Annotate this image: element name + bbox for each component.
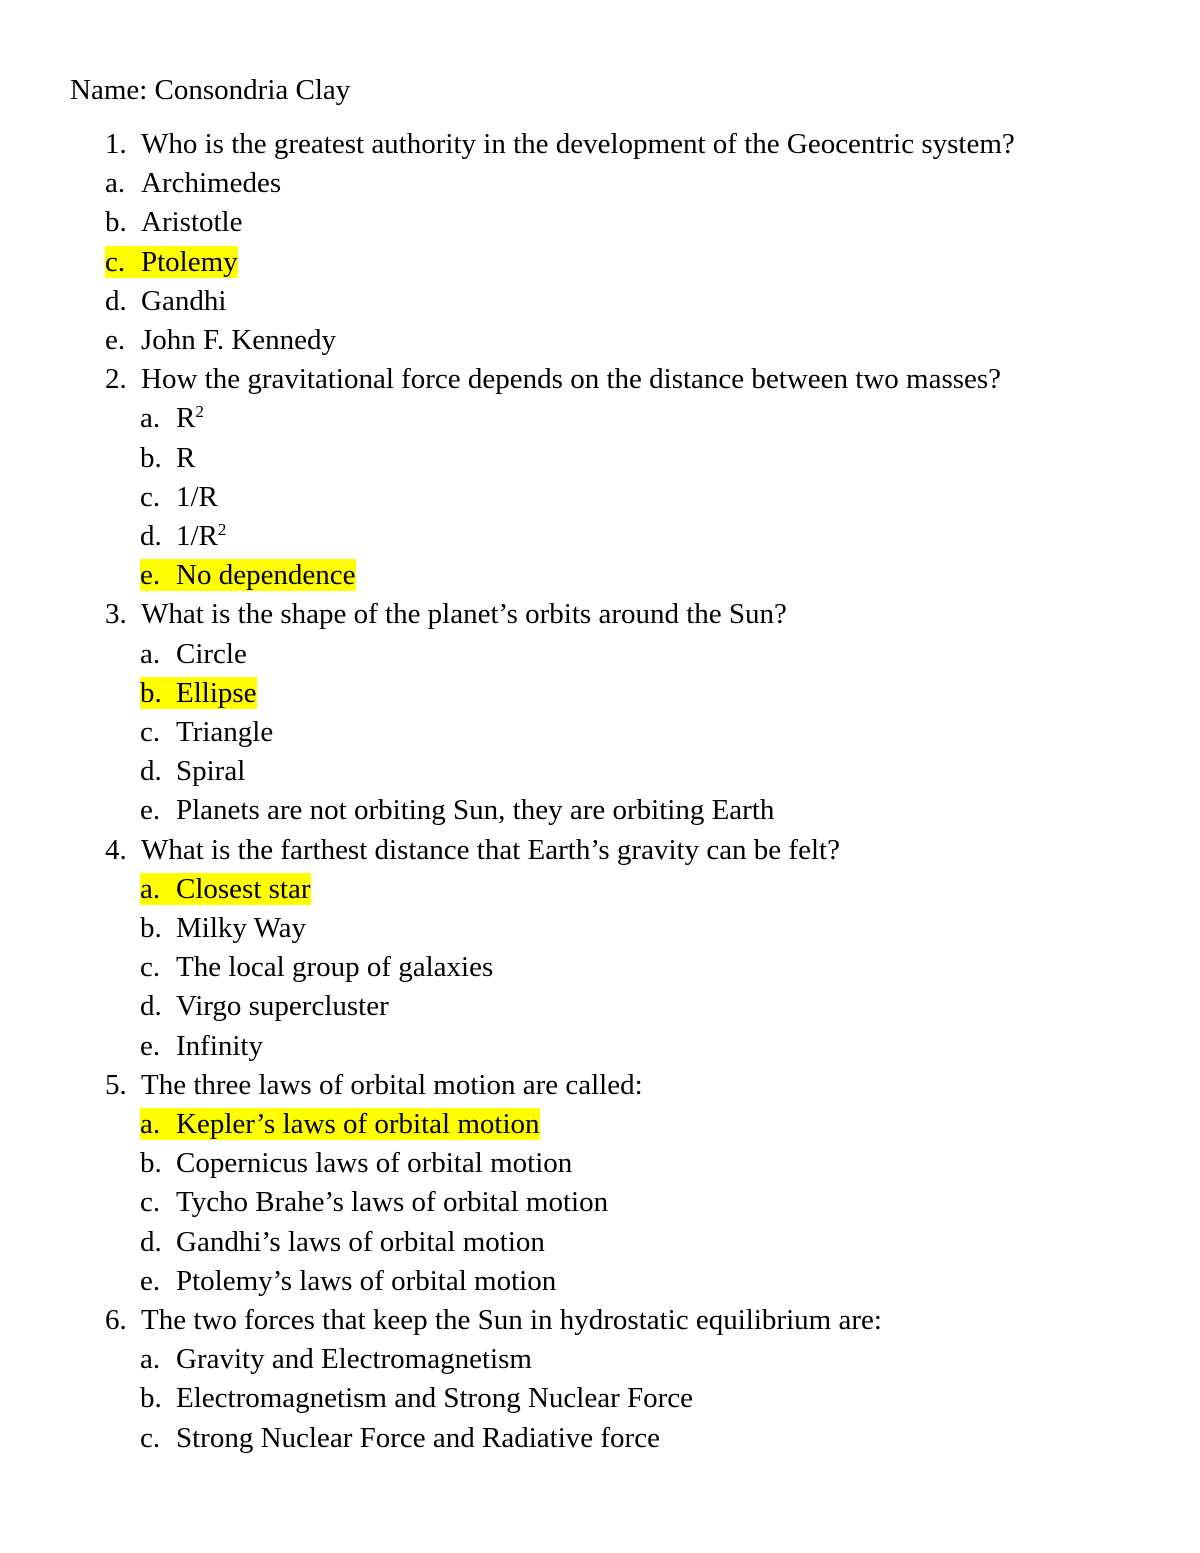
option-label: c. <box>105 245 126 278</box>
answer-option <box>140 1183 608 1222</box>
option-text: Gravity and Electromagnetism <box>176 1343 532 1376</box>
option-label: a. <box>140 637 161 670</box>
answer-option <box>140 752 245 791</box>
option-label: a. <box>140 402 161 435</box>
answer-option <box>105 243 238 282</box>
answer-option <box>105 282 226 321</box>
option-text: Triangle <box>176 716 274 748</box>
answer-option-content <box>140 638 247 670</box>
answer-option <box>140 635 247 674</box>
answer-option-content <box>140 716 273 748</box>
option-text: R <box>176 441 196 474</box>
answer-option-content <box>140 1343 532 1375</box>
question-number: 3. <box>105 598 127 631</box>
student-name <box>70 71 350 110</box>
option-label: d. <box>140 1225 162 1258</box>
answer-option <box>140 478 218 517</box>
answer-option <box>140 517 226 556</box>
option-text: 1/R <box>176 480 218 513</box>
answer-option-content <box>140 912 306 944</box>
answer-option-content <box>105 324 336 356</box>
answer-option <box>140 1379 693 1418</box>
option-label: a. <box>140 872 161 905</box>
option-label: d. <box>105 284 127 317</box>
option-label: d. <box>140 520 162 552</box>
question-text: How the gravitational force depends on the distance between two masses? <box>141 363 1002 396</box>
answer-option-content <box>140 755 245 787</box>
option-label: e. <box>105 324 126 356</box>
option-text: No dependence <box>176 559 356 592</box>
answer-option-content <box>140 481 218 513</box>
answer-option <box>140 674 257 713</box>
answer-option-content <box>140 1226 545 1258</box>
answer-option <box>140 1340 532 1379</box>
answer-option <box>140 987 389 1026</box>
student-name-text: Name: Consondria Clay <box>70 74 351 106</box>
answer-option <box>140 791 774 830</box>
option-text: Kepler’s laws of orbital motion <box>176 1108 540 1140</box>
option-label: b. <box>140 912 162 944</box>
answer-option-content <box>140 1030 263 1062</box>
answer-option <box>105 321 336 360</box>
answer-option <box>140 870 311 909</box>
question-number: 4. <box>105 833 127 866</box>
question-6 <box>105 1301 882 1340</box>
answer-option <box>140 1105 540 1144</box>
option-text: R <box>176 402 196 435</box>
option-text: Planets are not orbiting Sun, they are orbiting Earth <box>176 794 775 827</box>
question-3 <box>105 595 787 634</box>
question-4 <box>105 831 840 870</box>
option-text: Copernicus laws of orbital motion <box>176 1147 573 1180</box>
option-text: Ptolemy’s laws of orbital motion <box>176 1264 557 1297</box>
option-label: c. <box>140 480 161 513</box>
answer-option <box>140 948 493 987</box>
option-label: e. <box>140 1264 161 1297</box>
option-text: Infinity <box>176 1029 263 1062</box>
answer-option-content <box>140 990 389 1022</box>
option-label: a. <box>105 167 126 200</box>
answer-option-content <box>140 951 493 983</box>
option-superscript: 2 <box>195 402 204 422</box>
answer-option <box>140 399 204 438</box>
answer-option-content <box>105 206 243 238</box>
option-text: Ellipse <box>176 676 257 709</box>
answer-option <box>140 1027 263 1066</box>
answer-option-content <box>140 442 195 474</box>
option-label: c. <box>140 1186 161 1219</box>
selected-answer-highlight <box>140 677 257 709</box>
answer-option-content <box>140 1186 608 1218</box>
answer-option <box>140 439 195 478</box>
option-label: c. <box>140 951 161 984</box>
option-label: b. <box>140 1147 162 1180</box>
answer-option <box>140 1419 660 1458</box>
question-number: 5. <box>105 1068 127 1101</box>
option-text: The local group of galaxies <box>176 951 494 984</box>
option-text: Virgo supercluster <box>176 990 389 1023</box>
answer-option <box>105 203 243 242</box>
answer-option-content <box>105 285 226 317</box>
answer-option-content <box>140 1265 556 1297</box>
option-label: a. <box>140 1108 161 1140</box>
answer-option-content <box>140 520 226 552</box>
answer-option <box>140 1223 545 1262</box>
selected-answer-highlight <box>105 246 238 278</box>
question-text: What is the farthest distance that Earth’s gravity can be felt? <box>141 833 840 866</box>
option-label: c. <box>140 1421 161 1454</box>
option-text: Ptolemy <box>141 245 238 278</box>
selected-answer-highlight <box>140 873 311 905</box>
answer-option <box>140 556 356 595</box>
option-label: d. <box>140 990 162 1023</box>
option-label: d. <box>140 755 162 788</box>
option-label: b. <box>140 1382 162 1415</box>
option-text: Strong Nuclear Force and Radiative force <box>176 1421 660 1454</box>
option-label: b. <box>140 676 162 709</box>
selected-answer-highlight <box>140 559 356 591</box>
option-text: Closest star <box>176 872 311 905</box>
question-text: The two forces that keep the Sun in hydrostatic equilibrium are: <box>141 1304 882 1336</box>
option-text: Spiral <box>176 755 246 788</box>
option-text: Circle <box>176 637 247 670</box>
answer-option <box>140 909 306 948</box>
option-text: Gandhi <box>141 284 227 317</box>
answer-option-content <box>105 167 281 199</box>
answer-option-content <box>140 402 204 434</box>
answer-option <box>140 1262 556 1301</box>
answer-option <box>140 713 273 752</box>
answer-option-content <box>140 1422 660 1454</box>
question-number: 6. <box>105 1304 127 1336</box>
option-label: c. <box>140 716 161 748</box>
question-text: What is the shape of the planet’s orbits around the Sun? <box>141 598 787 631</box>
question-number: 2. <box>105 363 127 396</box>
question-5 <box>105 1066 643 1105</box>
option-text: Aristotle <box>141 206 243 239</box>
answer-option-content <box>140 1147 572 1179</box>
selected-answer-highlight <box>140 1108 540 1140</box>
option-label: b. <box>140 441 162 474</box>
option-label: e. <box>140 794 161 827</box>
option-text: John F. Kennedy <box>141 324 337 356</box>
option-text: Archimedes <box>141 167 282 200</box>
option-label: e. <box>140 559 161 592</box>
answer-option-content <box>140 794 774 826</box>
question-text: Who is the greatest authority in the development of the Geocentric system? <box>141 128 1015 160</box>
answer-option-content <box>140 1382 693 1414</box>
option-text: Electromagnetism and Strong Nuclear Force <box>176 1382 694 1415</box>
question-text: The three laws of orbital motion are called: <box>141 1068 643 1101</box>
answer-option <box>140 1144 572 1183</box>
option-text: 1/R <box>176 520 218 552</box>
option-label: b. <box>105 206 127 239</box>
option-label: e. <box>140 1029 161 1062</box>
question-number: 1. <box>105 128 127 160</box>
question-2 <box>105 360 1001 399</box>
option-text: Tycho Brahe’s laws of orbital motion <box>176 1186 609 1219</box>
option-text: Milky Way <box>176 912 307 944</box>
answer-option <box>105 164 281 203</box>
option-superscript: 2 <box>217 520 227 539</box>
question-1 <box>105 125 1015 164</box>
option-label: a. <box>140 1343 161 1376</box>
option-text: Gandhi’s laws of orbital motion <box>176 1225 545 1258</box>
